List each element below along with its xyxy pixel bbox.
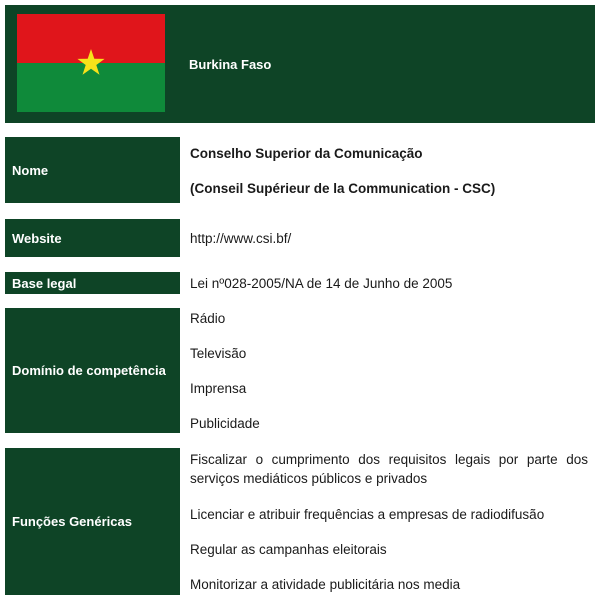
- base-legal-value: Lei nº028-2005/NA de 14 de Junho de 2005: [190, 276, 453, 291]
- nome-line-1: Conselho Superior da Comunicação: [190, 146, 423, 161]
- website-link[interactable]: http://www.csi.bf/: [190, 231, 292, 246]
- country-banner: [5, 5, 595, 123]
- label-base-legal: Base legal: [5, 272, 180, 294]
- burkina-faso-flag-icon: [17, 14, 165, 112]
- dominio-item: Televisão: [190, 346, 247, 361]
- country-name: Burkina Faso: [189, 57, 272, 72]
- label-nome: Nome: [5, 137, 180, 203]
- nome-line-2: (Conseil Supérieur de la Communication - CSC): [190, 181, 496, 196]
- funcao-item: Licenciar e atribuir frequências a empresas de radiodifusão: [190, 507, 545, 522]
- funcao-item: Fiscalizar o cumprimento dos requisitos legais por parte dos serviços mediáticos públicos e privados: [190, 452, 588, 486]
- dominio-item: Publicidade: [190, 416, 260, 431]
- label-website: Website: [5, 219, 180, 257]
- label-dominio: Domínio de competência: [5, 308, 180, 433]
- label-funcoes: Funções Genéricas: [5, 448, 180, 595]
- dominio-item: Rádio: [190, 311, 226, 326]
- funcao-item: Monitorizar a atividade publicitária nos media: [190, 577, 461, 592]
- dominio-item: Imprensa: [190, 381, 247, 396]
- funcao-item: Regular as campanhas eleitorais: [190, 542, 387, 557]
